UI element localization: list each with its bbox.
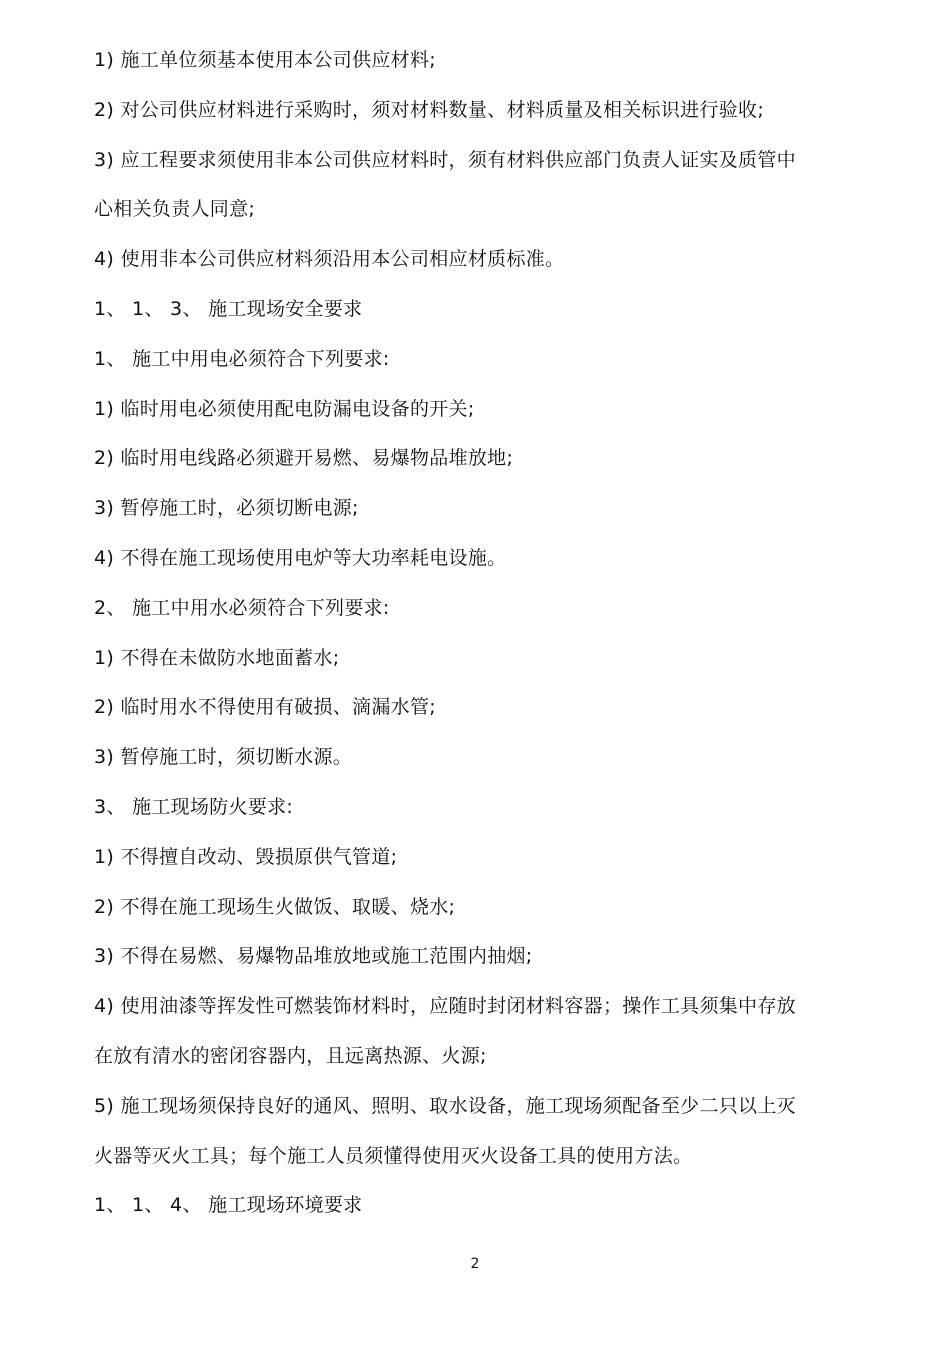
text-line: 3) 暂停施工时，必须切断电源; bbox=[94, 497, 359, 520]
section-heading: 1、 1、 3、 施工现场安全要求 bbox=[94, 297, 363, 320]
text-line: 2) 临时用水不得使用有破损、滴漏水管; bbox=[94, 696, 436, 719]
text-line: 火器等灭火工具；每个施工人员须懂得使用灭火设备工具的使用方法。 bbox=[94, 1144, 693, 1167]
subsection-heading: 1、 施工中用电必须符合下列要求: bbox=[94, 347, 390, 370]
page-number: 2 bbox=[470, 1256, 480, 1272]
document-body bbox=[94, 36, 864, 1231]
text-line: 3) 应工程要求须使用非本公司供应材料时，须有材料供应部门负责人证实及质管中 bbox=[94, 148, 796, 171]
text-line: 2) 对公司供应材料进行采购时，须对材料数量、材料质量及相关标识进行验收; bbox=[94, 98, 765, 121]
text-line: 1) 施工单位须基本使用本公司供应材料; bbox=[94, 49, 436, 71]
text-line: 3) 暂停施工时，须切断水源。 bbox=[94, 746, 353, 769]
text-line: 2) 不得在施工现场生火做饭、取暖、烧水; bbox=[94, 895, 456, 918]
text-line: 3) 不得在易燃、易爆物品堆放地或施工范围内抽烟; bbox=[94, 945, 533, 968]
text-line: 1) 临时用电必须使用配电防漏电设备的开关; bbox=[94, 397, 475, 420]
text-line: 4) 不得在施工现场使用电炉等大功率耗电设施。 bbox=[94, 546, 507, 569]
text-line: 5) 施工现场须保持良好的通风、照明、取水设备，施工现场须配备至少二只以上灭 bbox=[94, 1094, 796, 1117]
subsection-heading: 2、 施工中用水必须符合下列要求: bbox=[94, 596, 390, 619]
text-line: 在放有清水的密闭容器内，且远离热源、火源; bbox=[94, 1044, 487, 1067]
section-heading: 1、 1、 4、 施工现场环境要求 bbox=[94, 1194, 363, 1217]
text-line: 1) 不得在未做防水地面蓄水; bbox=[94, 646, 340, 669]
text-line: 心相关负责人同意; bbox=[94, 198, 256, 221]
text-line: 1) 不得擅自改动、毁损原供气管道; bbox=[94, 845, 398, 868]
text-line: 2) 临时用电线路必须避开易燃、易爆物品堆放地; bbox=[94, 447, 514, 470]
text-line: 4) 使用油漆等挥发性可燃装饰材料时，应随时封闭材料容器；操作工具须集中存放 bbox=[94, 995, 796, 1018]
subsection-heading: 3、 施工现场防火要求: bbox=[94, 795, 294, 818]
text-line: 4) 使用非本公司供应材料须沿用本公司相应材质标准。 bbox=[94, 248, 565, 271]
